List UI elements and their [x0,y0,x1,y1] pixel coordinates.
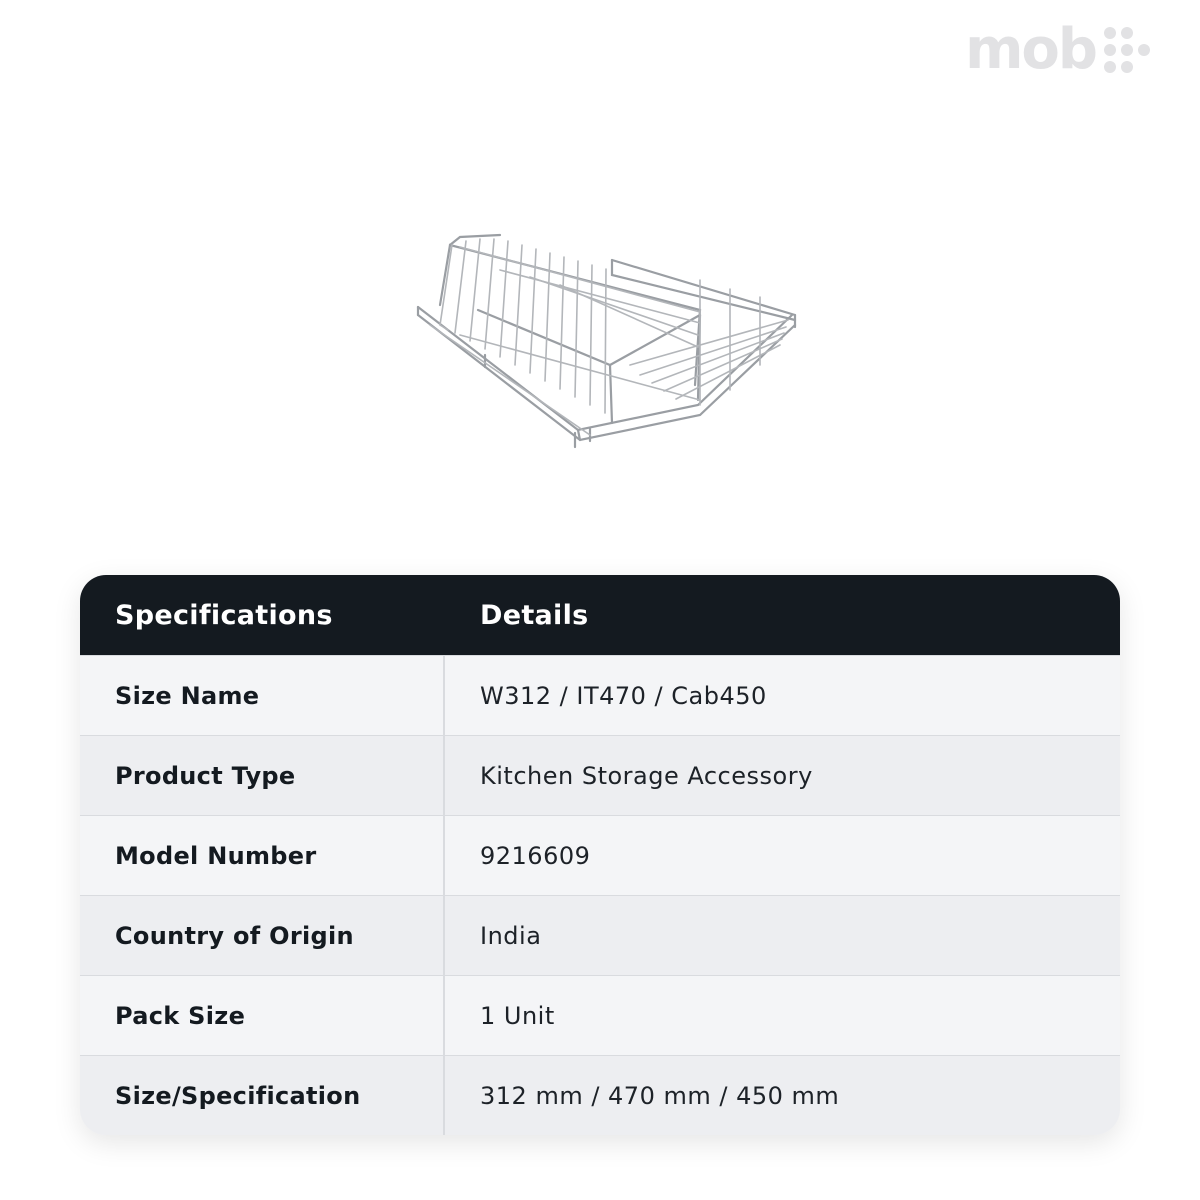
table-row [80,655,1120,735]
spec-label: Size Name [80,656,445,735]
spec-label: Product Type [80,736,445,815]
wire-plate-rack-image [400,215,810,455]
spec-value: 9216609 [480,841,591,870]
header-details: Details [480,599,589,631]
brand-logo [965,17,1150,82]
table-row [80,815,1120,895]
spec-label: Country of Origin [80,896,445,975]
table-row [80,1055,1120,1135]
table-row [80,735,1120,815]
spec-value: 1 Unit [480,1001,555,1030]
spec-label: Size/Specification [80,1056,445,1135]
table-header [80,575,1120,655]
header-specifications: Specifications [115,599,333,631]
spec-value: W312 / IT470 / Cab450 [480,681,767,710]
spec-value: India [480,921,542,950]
spec-label: Pack Size [80,976,445,1055]
spec-label: Model Number [80,816,445,895]
table-row [80,975,1120,1055]
logo-text: mob [965,17,1096,82]
dot-grid-icon [1104,27,1150,73]
table-row [80,895,1120,975]
spec-value: Kitchen Storage Accessory [480,761,813,790]
spec-value: 312 mm / 470 mm / 450 mm [480,1081,840,1110]
specifications-table [80,575,1120,1135]
